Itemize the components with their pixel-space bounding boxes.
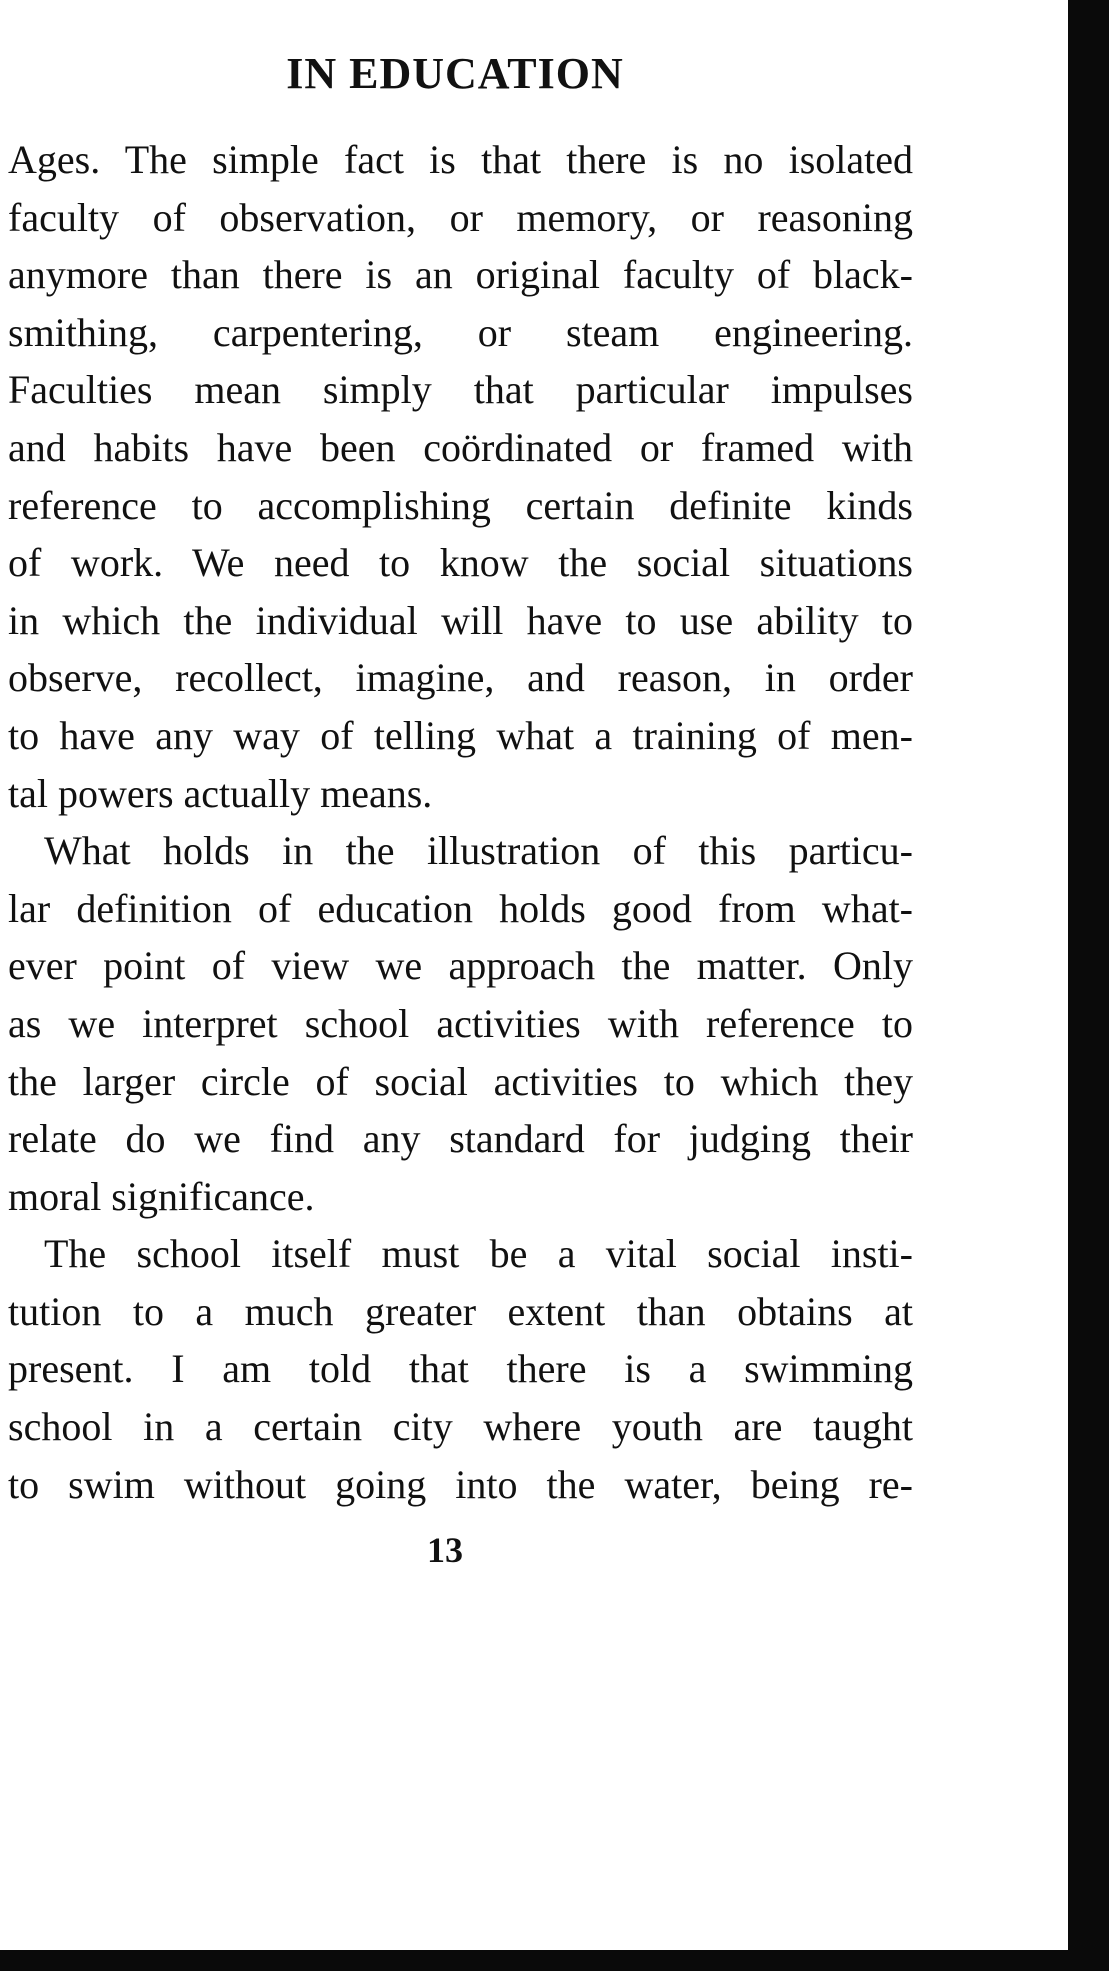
text-line: present. I am told that there is a swimming bbox=[8, 1346, 913, 1392]
scan-edge-right bbox=[1068, 0, 1109, 1971]
text-line: to swim without going into the water, being re- bbox=[8, 1461, 913, 1507]
text-line: lar definition of education holds good from what- bbox=[8, 885, 913, 931]
text-line: faculty of observation, or memory, or reasoning bbox=[8, 194, 913, 240]
text-line: smithing, carpentering, or steam engineering. bbox=[8, 309, 913, 355]
text-line: ever point of view we approach the matter. Only bbox=[8, 943, 913, 989]
text-line: Ages. The simple fact is that there is no isolated bbox=[8, 137, 913, 182]
scan-edge-bottom bbox=[0, 1950, 1109, 1971]
running-head: IN EDUCATION bbox=[286, 49, 624, 98]
paragraph-2 bbox=[8, 822, 913, 1225]
text-line: to have any way of telling what a training of men- bbox=[8, 712, 913, 758]
text-line: relate do we find any standard for judging their bbox=[8, 1116, 913, 1162]
paragraph-1 bbox=[8, 131, 913, 822]
text-line: What holds in the illustration of this particu- bbox=[44, 828, 913, 874]
text-line: school in a certain city where youth are taught bbox=[8, 1404, 913, 1450]
text-line: and habits have been coördinated or framed with bbox=[8, 424, 913, 470]
text-line: tal powers actually means. bbox=[8, 770, 433, 816]
text-line: tution to a much greater extent than obtains at bbox=[8, 1288, 913, 1334]
body-text bbox=[8, 131, 913, 1513]
text-line: reference to accomplishing certain definite kinds bbox=[8, 482, 913, 528]
text-line: of work. We need to know the social situations bbox=[8, 540, 913, 586]
text-line: anymore than there is an original faculty of black- bbox=[8, 252, 913, 298]
paragraph-3 bbox=[8, 1225, 913, 1513]
text-line: as we interpret school activities with reference to bbox=[8, 1000, 913, 1046]
text-line: moral significance. bbox=[8, 1173, 315, 1219]
text-line: the larger circle of social activities to which they bbox=[8, 1058, 913, 1104]
page-number: 13 bbox=[427, 1530, 463, 1570]
text-line: in which the individual will have to use ability to bbox=[8, 597, 913, 643]
text-line: Faculties mean simply that particular impulses bbox=[8, 367, 913, 413]
text-line: observe, recollect, imagine, and reason, in order bbox=[8, 655, 913, 701]
text-line: The school itself must be a vital social insti- bbox=[44, 1231, 913, 1277]
